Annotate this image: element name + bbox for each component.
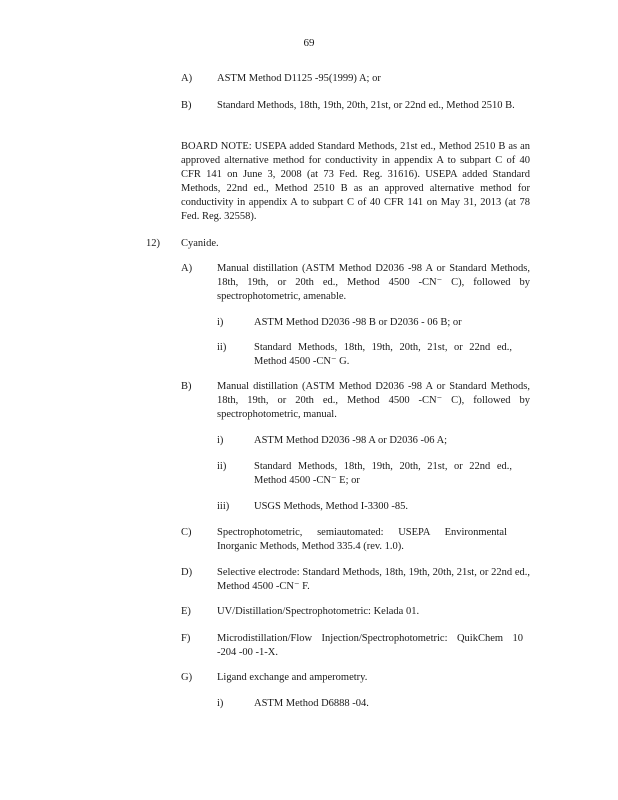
item-text: Ligand exchange and amperometry. (217, 672, 368, 683)
subitem-text: ASTM Method D6888 -04. (254, 698, 369, 709)
item-text: Microdistillation/Flow Injection/Spectrophotometric: QuikChem 10 -204 -00 -1-X. (217, 633, 523, 658)
subitem-label: i) (217, 317, 224, 328)
subitem-label: i) (217, 435, 224, 446)
section-title: Cyanide. (181, 238, 219, 249)
subitem-label: i) (217, 698, 224, 709)
subitem-label: ii) (217, 461, 227, 472)
board-note: BOARD NOTE: USEPA added Standard Methods, 21st ed., Method 2510 B as an approved alternative method for conductivity in appendix A to subpart C of 40 CFR 141 on June 3, 2008 (at 73 Fed. Reg. 31616). USEPA added Standard Methods, 22nd ed., Method 2510 B as an approved alternative method for conductivity in appendix A to subpart C of 40 CFR 141 on May 31, 2013 (at 78 Fed. Reg. 32558). (181, 141, 530, 222)
subitem-text: Standard Methods, 18th, 19th, 20th, 21st, or 22nd ed., Method 4500 -CN⁻ E; or (254, 461, 512, 486)
item-label: F) (181, 633, 191, 644)
section-number: 12) (146, 238, 160, 249)
item-text: Spectrophotometric, semiautomated: USEPA Environmental Inorganic Methods, Method 335.4 (rev. 1.0). (217, 527, 507, 552)
item-label: E) (181, 606, 191, 617)
subitem-text: ASTM Method D2036 -98 B or D2036 - 06 B; or (254, 317, 462, 328)
item-label: A) (181, 263, 193, 274)
subitem-label: iii) (217, 501, 230, 512)
subitem-text: ASTM Method D2036 -98 A or D2036 -06 A; (254, 435, 448, 446)
item-text: Manual distillation (ASTM Method D2036 -98 A or Standard Methods, 18th, 19th, or 20th ed., Method 4500 -CN⁻ C), followed by spectrophotometric, manual. (217, 381, 530, 420)
subitem-label: ii) (217, 342, 227, 353)
item-label: A) (181, 73, 193, 84)
subitem-text: Standard Methods, 18th, 19th, 20th, 21st, or 22nd ed., Method 4500 -CN⁻ G. (254, 342, 512, 367)
item-text: Standard Methods, 18th, 19th, 20th, 21st, or 22nd ed., Method 2510 B. (217, 100, 515, 111)
item-label: G) (181, 672, 193, 683)
item-label: D) (181, 567, 193, 578)
item-text: ASTM Method D1125 -95(1999) A; or (217, 73, 381, 84)
item-label: B) (181, 100, 192, 111)
item-text: Manual distillation (ASTM Method D2036 -98 A or Standard Methods, 18th, 19th, or 20th ed., Method 4500 -CN⁻ C), followed by spectrophotometric, amenable. (217, 263, 530, 302)
item-text: Selective electrode: Standard Methods, 18th, 19th, 20th, 21st, or 22nd ed., Method 4500 -CN⁻ F. (217, 567, 530, 592)
item-text: UV/Distillation/Spectrophotometric: Kelada 01. (217, 606, 420, 617)
page-number: 69 (303, 37, 315, 49)
subitem-text: USGS Methods, Method I-3300 -85. (254, 501, 408, 512)
item-label: C) (181, 527, 192, 538)
item-label: B) (181, 381, 192, 392)
